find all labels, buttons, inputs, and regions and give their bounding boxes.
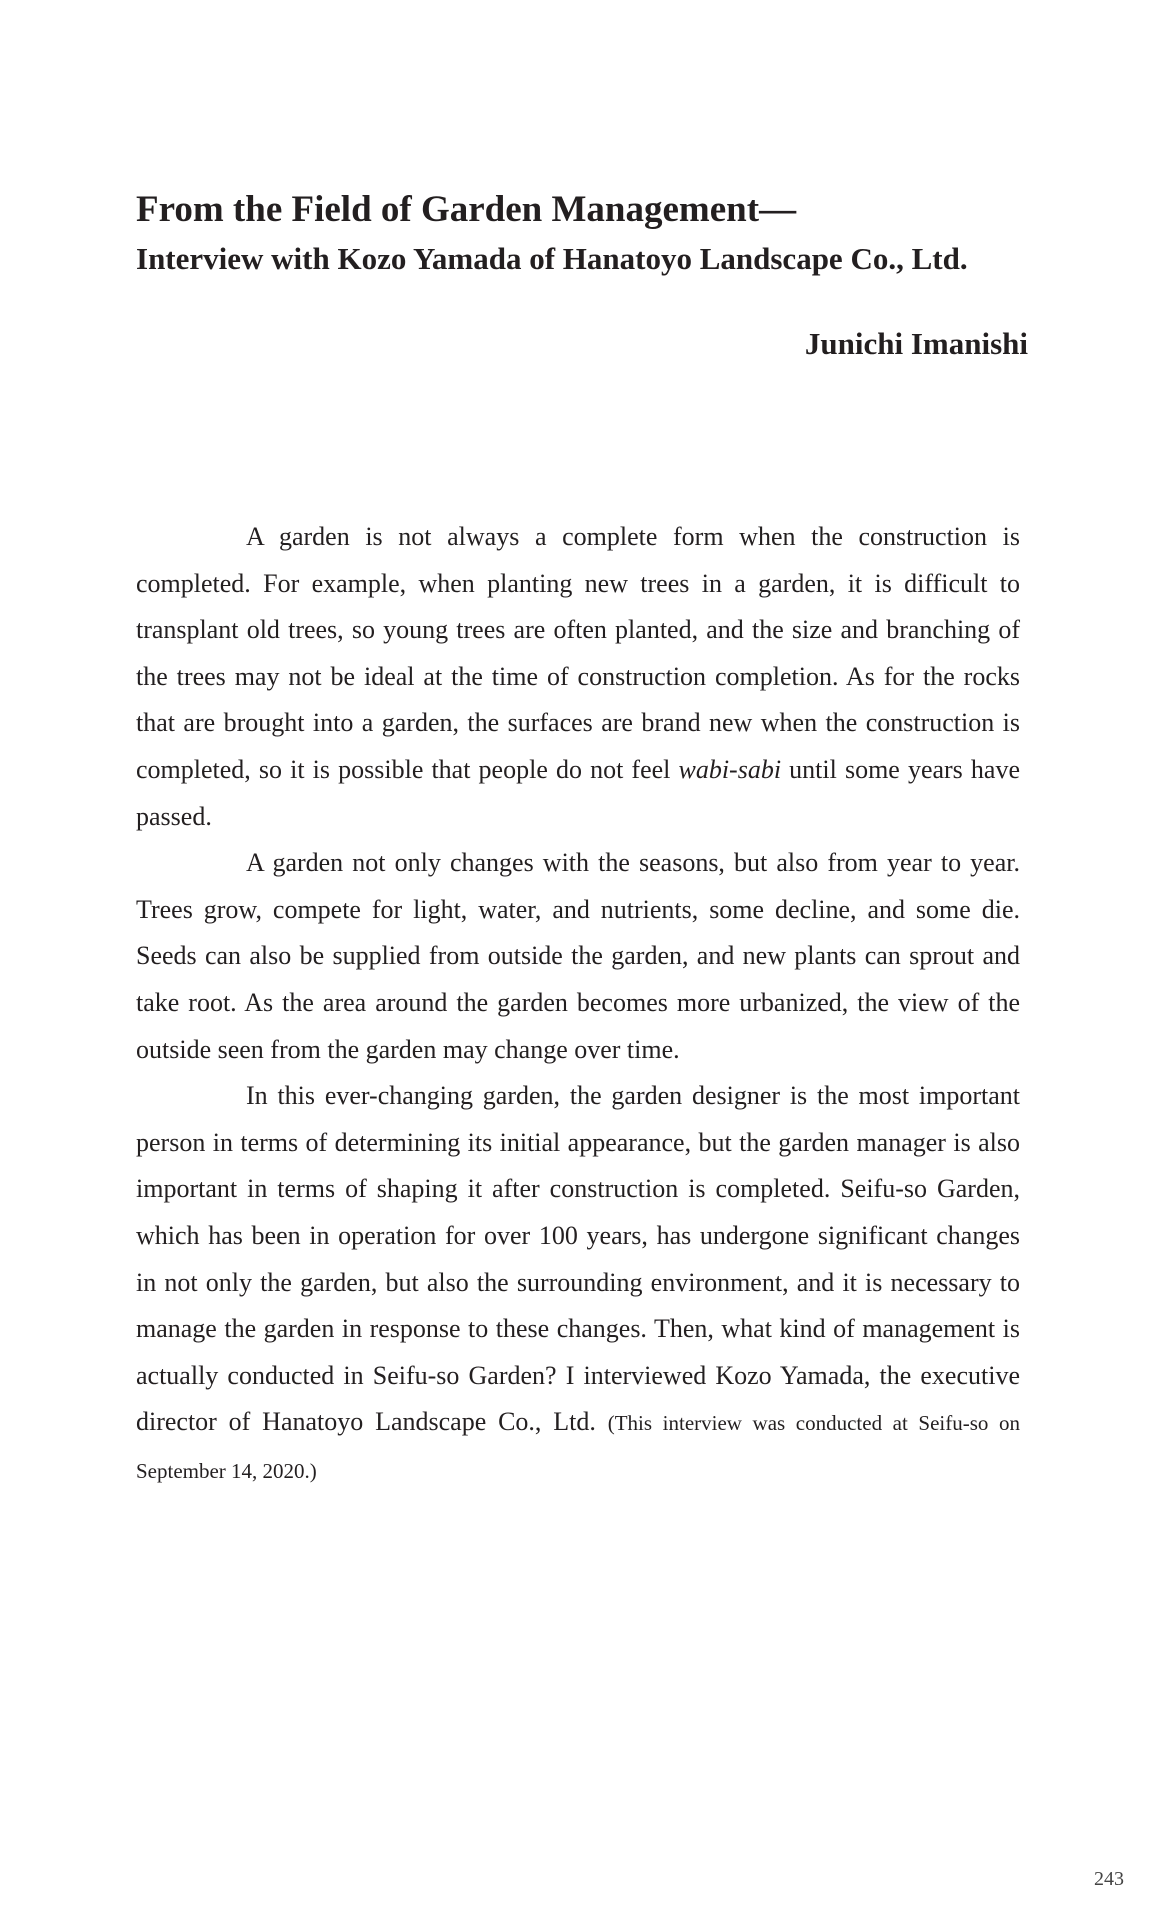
paragraph-1-text-before: A garden is not always a complete form when the construction is completed. For example, when planting new trees in a garden, it is difficult to transplant old trees, so young trees are often planted, and the size and branching of the trees may not be ideal at the time of construction completion. As for the rocks that are brought into a garden, the surfaces are brand new when the construction is completed, so it is possible that people do not feel bbox=[136, 522, 1020, 784]
page-number: 243 bbox=[1094, 1868, 1124, 1890]
article-subtitle: Interview with Kozo Yamada of Hanatoyo Landscape Co., Ltd. bbox=[136, 241, 968, 276]
paragraph-3 bbox=[136, 1073, 1020, 1494]
paragraph-3-text: In this ever-changing garden, the garden designer is the most important person in terms of determining its initial appearance, but the garden manager is also important in terms of shaping it after construction is completed. Seifu-so Garden, which has been in operation for over 100 years, has undergone significant changes in not only the garden, but also the surrounding environment, and it is necessary to manage the garden in response to these changes. Then, what kind of management is actually conducted in Seifu-so Garden? I interviewed Kozo Yamada, the executive director of Hanatoyo Landscape Co., Ltd. bbox=[136, 1081, 1020, 1437]
interview-date-note: (This interview was conducted at Seifu-so on September 14, 2020.) bbox=[136, 1411, 1020, 1483]
paragraph-2-text: A garden not only changes with the seasons, but also from year to year. Trees grow, compete for light, water, and nutrients, some decline, and some die. Seeds can also be supplied from outside the garden, and new plants can sprout and take root. As the area around the garden becomes more urbanized, the view of the outside seen from the garden may change over time. bbox=[136, 848, 1020, 1064]
paragraph-1-text-after: until some years have passed. bbox=[136, 754, 1020, 831]
author-name: Junichi Imanishi bbox=[804, 326, 1028, 361]
emphasis-wabi-sabi: wabi-sabi bbox=[678, 754, 782, 784]
article-title: From the Field of Garden Management— bbox=[136, 189, 797, 230]
article-body bbox=[136, 514, 1020, 1494]
paragraph-1 bbox=[136, 514, 1020, 840]
paragraph-2 bbox=[136, 840, 1020, 1073]
